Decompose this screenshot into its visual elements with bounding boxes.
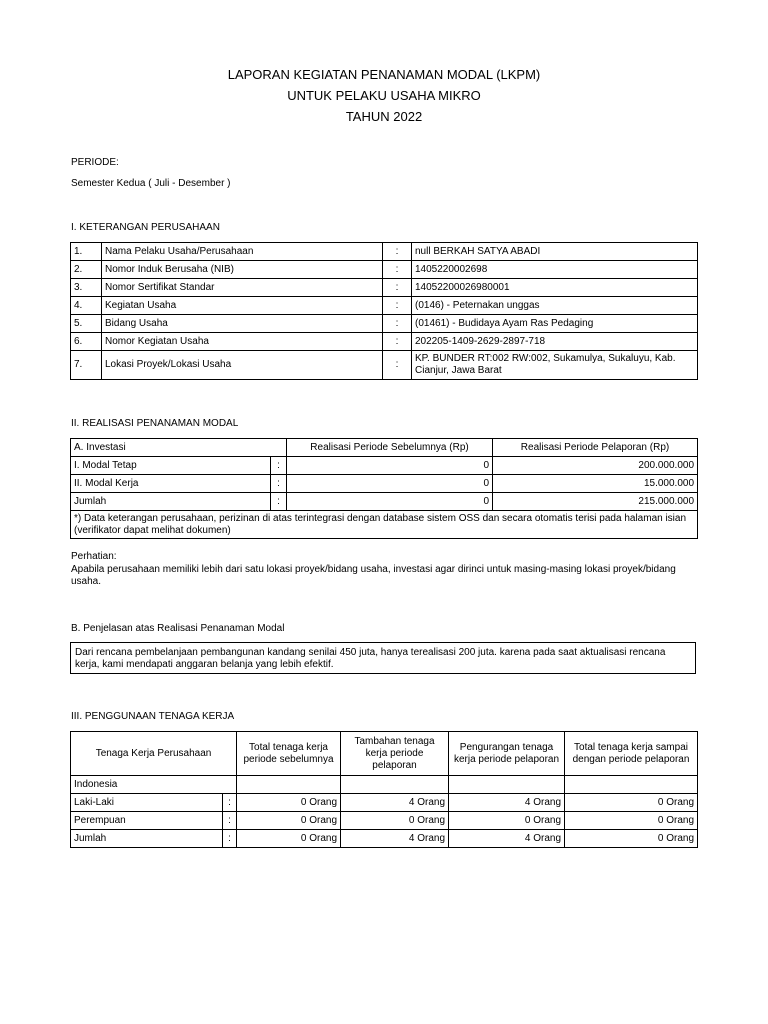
row-v1: 0 Orang xyxy=(237,812,341,830)
row-separator: : xyxy=(271,457,287,475)
row-separator: : xyxy=(383,261,412,279)
table-row xyxy=(71,243,698,261)
row-v3: 0 Orang xyxy=(449,812,565,830)
periode-value: Semester Kedua ( Juli - Desember ) xyxy=(71,178,231,189)
row-label: Jumlah xyxy=(71,493,271,511)
table-header-row xyxy=(71,439,698,457)
report-year: TAHUN 2022 xyxy=(345,109,423,124)
row-separator: : xyxy=(383,243,412,261)
row-value: null BERKAH SATYA ABADI xyxy=(412,243,698,261)
col-pengurangan: Pengurangan tenaga kerja periode pelaporan xyxy=(449,732,565,776)
row-label: Kegiatan Usaha xyxy=(102,297,383,315)
row-label: Nomor Kegiatan Usaha xyxy=(102,333,383,351)
row-v1: 0 Orang xyxy=(237,794,341,812)
company-info-table xyxy=(70,242,698,380)
row-v3: 4 Orang xyxy=(449,794,565,812)
table-row xyxy=(71,297,698,315)
row-number: 1. xyxy=(71,243,102,261)
report-title: LAPORAN KEGIATAN PENANAMAN MODAL (LKPM) xyxy=(227,67,541,82)
row-prev: 0 xyxy=(287,493,493,511)
row-label: Perempuan xyxy=(71,812,223,830)
table-row xyxy=(71,279,698,297)
row-separator: : xyxy=(383,315,412,333)
table-row xyxy=(71,812,698,830)
table-row xyxy=(71,457,698,475)
section3-heading: III. PENGGUNAAN TENAGA KERJA xyxy=(71,711,235,722)
col-tambahan: Tambahan tenaga kerja periode pelaporan xyxy=(341,732,449,776)
row-separator: : xyxy=(223,812,237,830)
table-row xyxy=(71,776,698,794)
perhatian-label: Perhatian: xyxy=(71,551,117,562)
row-separator: : xyxy=(383,297,412,315)
row-v4: 0 Orang xyxy=(565,794,698,812)
row-label: Nama Pelaku Usaha/Perusahaan xyxy=(102,243,383,261)
row-label: I. Modal Tetap xyxy=(71,457,271,475)
col-investasi: A. Investasi xyxy=(71,439,287,457)
row-v3: 4 Orang xyxy=(449,830,565,848)
row-number: 2. xyxy=(71,261,102,279)
row-v2: 4 Orang xyxy=(341,830,449,848)
table-row xyxy=(71,333,698,351)
row-separator: : xyxy=(271,475,287,493)
row-v2: 4 Orang xyxy=(341,794,449,812)
table-row xyxy=(71,475,698,493)
row-separator: : xyxy=(383,279,412,297)
realisasi-explanation: Dari rencana pembelanjaan pembangunan kandang senilai 450 juta, hanya terealisasi 200 juta. karena pada saat aktualisasi rencana kerja, kami mendapati anggaran belanja yang lebih efektif. xyxy=(70,642,696,674)
periode-label: PERIODE: xyxy=(71,157,119,168)
table-row xyxy=(71,511,698,539)
table-row xyxy=(71,493,698,511)
row-value: 202205-1409-2629-2897-718 xyxy=(412,333,698,351)
row-label: Bidang Usaha xyxy=(102,315,383,333)
row-separator: : xyxy=(223,830,237,848)
col-curr: Realisasi Periode Pelaporan (Rp) xyxy=(493,439,698,457)
row-label: II. Modal Kerja xyxy=(71,475,271,493)
integration-note: *) Data keterangan perusahaan, perizinan di atas terintegrasi dengan database sistem OSS dan secara otomatis terisi pada halaman isian (verifikator dapat melihat dokumen) xyxy=(71,511,698,539)
row-number: 7. xyxy=(71,351,102,380)
section2-heading: II. REALISASI PENANAMAN MODAL xyxy=(71,418,239,429)
section2b-heading: B. Penjelasan atas Realisasi Penanaman Modal xyxy=(71,623,285,634)
row-number: 5. xyxy=(71,315,102,333)
row-label: Jumlah xyxy=(71,830,223,848)
row-number: 4. xyxy=(71,297,102,315)
investment-table xyxy=(70,438,698,539)
row-label: Laki-Laki xyxy=(71,794,223,812)
table-header-row xyxy=(71,732,698,776)
row-separator: : xyxy=(271,493,287,511)
row-v4: 0 Orang xyxy=(565,812,698,830)
table-row xyxy=(71,261,698,279)
section1-heading: I. KETERANGAN PERUSAHAAN xyxy=(71,222,220,233)
workforce-table xyxy=(70,731,698,848)
col-total-prev: Total tenaga kerja periode sebelumnya xyxy=(237,732,341,776)
row-curr: 200.000.000 xyxy=(493,457,698,475)
group-label: Indonesia xyxy=(71,776,237,794)
table-row xyxy=(71,830,698,848)
row-prev: 0 xyxy=(287,475,493,493)
table-row xyxy=(71,315,698,333)
row-prev: 0 xyxy=(287,457,493,475)
row-label: Lokasi Proyek/Lokasi Usaha xyxy=(102,351,383,380)
row-value: KP. BUNDER RT:002 RW:002, Sukamulya, Sukaluyu, Kab. Cianjur, Jawa Barat xyxy=(412,351,698,380)
row-number: 3. xyxy=(71,279,102,297)
row-value: 1405220002698 xyxy=(412,261,698,279)
row-number: 6. xyxy=(71,333,102,351)
row-label: Nomor Sertifikat Standar xyxy=(102,279,383,297)
row-v2: 0 Orang xyxy=(341,812,449,830)
col-prev: Realisasi Periode Sebelumnya (Rp) xyxy=(287,439,493,457)
row-value: (01461) - Budidaya Ayam Ras Pedaging xyxy=(412,315,698,333)
col-total-curr: Total tenaga kerja sampai dengan periode pelaporan xyxy=(565,732,698,776)
row-separator: : xyxy=(223,794,237,812)
row-value: 14052200026980001 xyxy=(412,279,698,297)
table-row xyxy=(71,351,698,380)
row-separator: : xyxy=(383,333,412,351)
report-subtitle: UNTUK PELAKU USAHA MIKRO xyxy=(287,88,481,103)
row-value: (0146) - Peternakan unggas xyxy=(412,297,698,315)
col-tenaga-kerja: Tenaga Kerja Perusahaan xyxy=(71,732,237,776)
row-label: Nomor Induk Berusaha (NIB) xyxy=(102,261,383,279)
row-curr: 15.000.000 xyxy=(493,475,698,493)
perhatian-text: Apabila perusahaan memiliki lebih dari satu lokasi proyek/bidang usaha, investasi agar dirinci untuk masing-masing lokasi proyek/bidang usaha. xyxy=(71,564,676,587)
row-curr: 215.000.000 xyxy=(493,493,698,511)
row-v1: 0 Orang xyxy=(237,830,341,848)
table-row xyxy=(71,794,698,812)
row-v4: 0 Orang xyxy=(565,830,698,848)
row-separator: : xyxy=(383,351,412,380)
